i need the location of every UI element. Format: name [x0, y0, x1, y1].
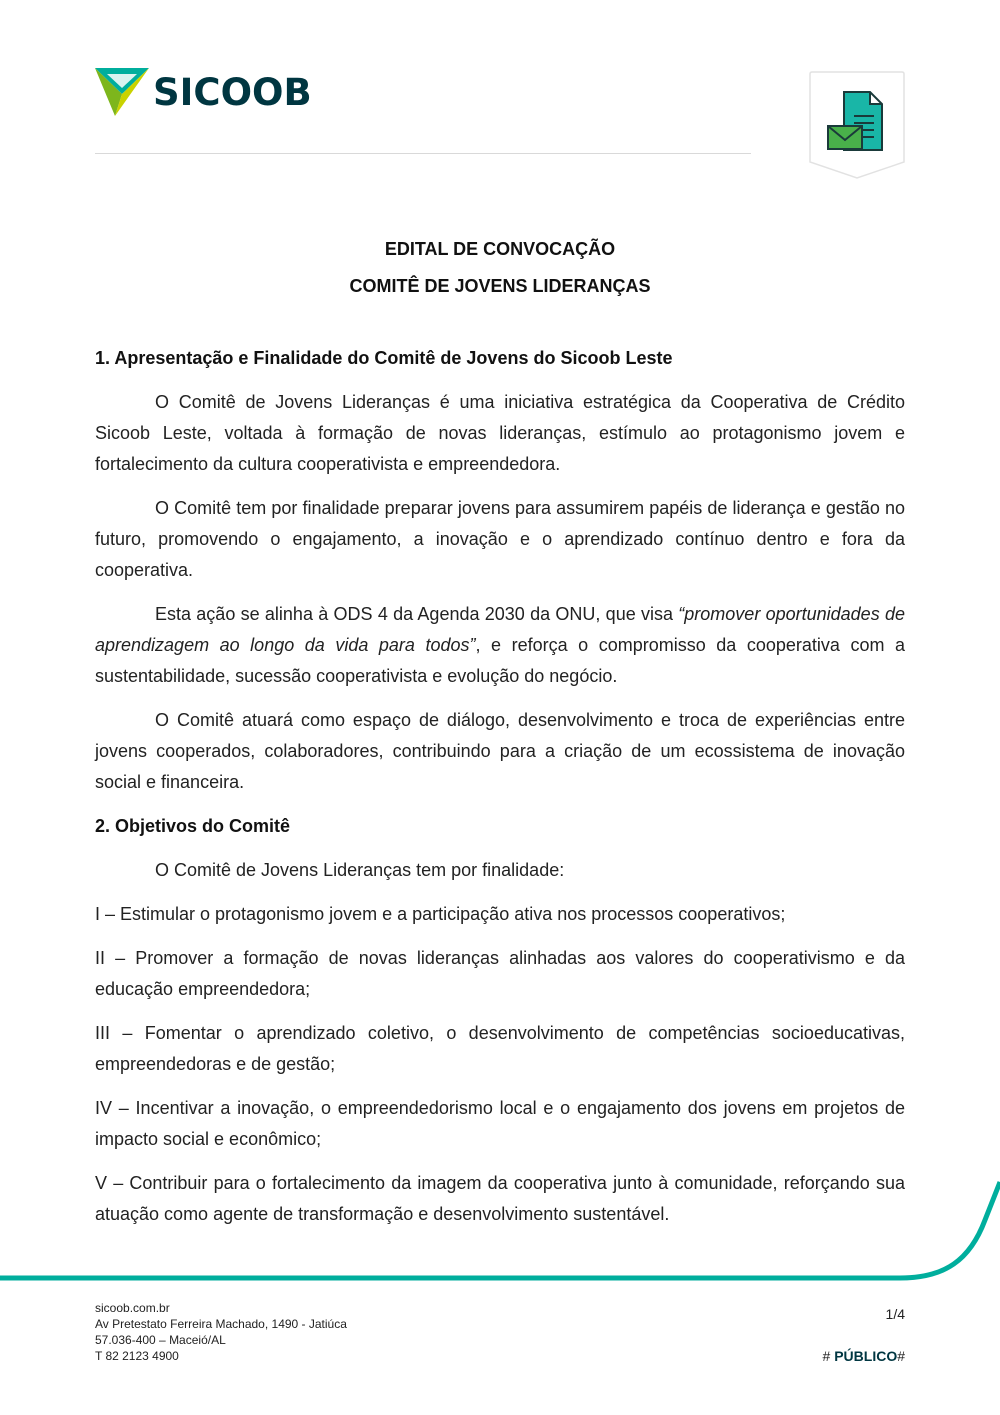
- brand-name: SICOOB: [153, 70, 312, 114]
- objective-item-5: V – Contribuir para o fortalecimento da imagem da cooperativa junto à comunidade, reforçando sua atuação como agente de transformação e desenvolvimento sustentável.: [95, 1173, 905, 1224]
- footer-teal-curve: [0, 1180, 1000, 1290]
- section-2-intro: O Comitê de Jovens Lideranças tem por finalidade:: [155, 860, 565, 880]
- page-number: 1/4: [885, 1306, 905, 1322]
- classification-suffix: #: [897, 1348, 905, 1364]
- sicoob-logo-mark: [95, 68, 149, 116]
- header-divider: [95, 153, 751, 154]
- footer-postal: 57.036-400 – Maceió/AL: [95, 1333, 226, 1347]
- section-1-paragraph-3: [95, 599, 905, 692]
- ods4-quote: “promover oportunidades de aprendizagem ao longo da vida para todos”: [95, 604, 905, 655]
- footer-phone: T 82 2123 4900: [95, 1349, 179, 1363]
- footer-address: Av Pretestato Ferreira Machado, 1490 - Jatiúca: [95, 1317, 347, 1331]
- objective-item-3: III – Fomentar o aprendizado coletivo, o desenvolvimento de competências socioeducativas, empreendedoras e de gestão;: [95, 1023, 905, 1074]
- classification-prefix: #: [822, 1348, 835, 1364]
- objective-item-1: I – Estimular o protagonismo jovem e a participação ativa nos processos cooperativos;: [95, 904, 786, 924]
- document-subtitle: COMITÊ DE JOVENS LIDERANÇAS: [349, 276, 651, 296]
- sicoob-logo: [95, 68, 312, 116]
- paragraph-3-text-after: , e reforça o compromisso da cooperativa com a sustentabilidade, sucessão cooperativista e evolução do negócio.: [95, 635, 906, 686]
- document-title: EDITAL DE CONVOCAÇÃO: [384, 239, 616, 259]
- section-1-heading: 1. Apresentação e Finalidade do Comitê de Jovens do Sicoob Leste: [95, 348, 673, 368]
- document-badge: [808, 70, 906, 185]
- classification-label: [823, 1348, 905, 1364]
- section-1-paragraph-1: O Comitê de Jovens Lideranças é uma iniciativa estratégica da Cooperativa de Crédito Sicoob Leste, voltada à formação de novas lideranças, estímulo ao protagonismo jovem e fortalecimento da cultura cooperativista e empreendedora.: [95, 392, 905, 474]
- section-1-paragraph-2: O Comitê tem por finalidade preparar jovens para assumirem papéis de liderança e gestão no futuro, promovendo o engajamento, a inovação e o aprendizado contínuo dentro e fora da cooperativa.: [95, 498, 905, 580]
- section-1-paragraph-4: O Comitê atuará como espaço de diálogo, desenvolvimento e troca de experiências entre jovens cooperados, colaboradores, contribuindo para a criação de um ecossistema de inovação social e financeira.: [95, 710, 905, 792]
- classification-value: PÚBLICO: [834, 1348, 898, 1364]
- footer-website: sicoob.com.br: [95, 1301, 170, 1315]
- paragraph-3-text-before: Esta ação se alinha à ODS 4 da Agenda 2030 da ONU, que visa: [155, 604, 679, 624]
- document-envelope-icon: [808, 70, 906, 180]
- objective-item-2: II – Promover a formação de novas lideranças alinhadas aos valores do cooperativismo e da educação empreendedora;: [95, 948, 905, 999]
- document-body: [95, 343, 905, 1243]
- footer-contact: [95, 1300, 347, 1364]
- section-2-heading: 2. Objetivos do Comitê: [95, 816, 291, 836]
- objective-item-4: IV – Incentivar a inovação, o empreendedorismo local e o engajamento dos jovens em projetos de impacto social e econômico;: [95, 1098, 905, 1149]
